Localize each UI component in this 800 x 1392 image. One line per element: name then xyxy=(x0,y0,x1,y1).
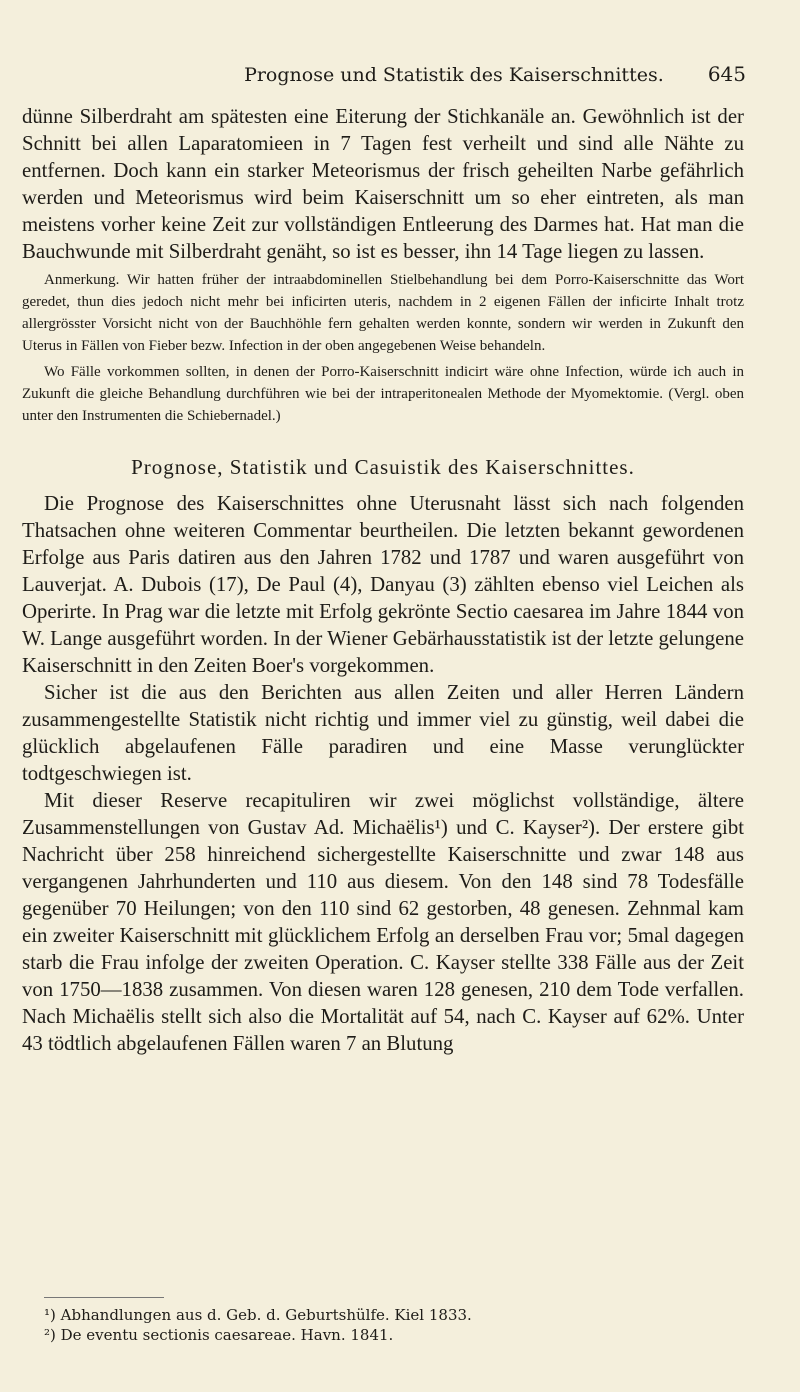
paragraph-1: dünne Silberdraht am spätesten eine Eiterung der Stichkanäle an. Gewöhnlich ist der Schnitt bei allen Laparatomieen in 7 Tagen fest verheilt und sind alle Nähte zu entfernen. Doch kann ein starker Meteorismus der frisch geheilten Narbe gefährlich werden und Meteorismus wird beim Kaiserschnitt um so eher eintreten, als man meistens vorher keine Zeit zur vollständigen Entleerung des Darmes hat. Hat man die Bauchwunde mit Silberdraht genäht, so ist es besser, ihn 14 Tage liegen zu lassen. xyxy=(22,105,744,263)
running-title: Prognose und Statistik des Kaiserschnittes. xyxy=(244,64,664,86)
footnote-rule xyxy=(44,1297,164,1298)
note-continuation: Wo Fälle vorkommen sollten, in denen der Porro-Kaiserschnitt indicirt wäre ohne Infection, würde ich auch in Zukunft die gleiche Behandlung durchführen wie bei der intraperitonealen Methode der Myomektomie. (Vergl. oben unter den Instrumenten die Schiebernadel.) xyxy=(22,364,744,424)
note-anmerkung: Anmerkung. Wir hatten früher der intraabdominellen Stielbehandlung bei dem Porro-Kaiserschnitte das Wort geredet, thun dies jedoch nicht mehr bei inficirten uteris, nachdem in 2 eigenen Fällen der inficirte Inhalt trotz allergrösster Vorsicht nicht von der Bauchhöhle fern gehalten werden konnte, sondern wir werden in Zukunft den Uterus in Fällen von Fieber bezw. Infection in der oben angegebenen Weise behandeln. xyxy=(22,272,744,354)
footnotes xyxy=(44,1305,744,1345)
paragraph-3: Sicher ist die aus den Berichten aus allen Zeiten und aller Herren Ländern zusammengestellte Statistik nicht richtig und immer viel zu günstig, weil dabei die glücklich abgelaufenen Fälle paradiren und eine Masse verunglückter todtgeschwiegen ist. xyxy=(22,681,744,785)
section-heading: Prognose, Statistik und Casuistik des Kaiserschnittes. xyxy=(131,455,635,479)
paragraph-4: Mit dieser Reserve recapituliren wir zwei möglichst vollständige, ältere Zusammenstellungen von Gustav Ad. Michaëlis¹) und C. Kayser²). Der erstere gibt Nachricht über 258 hinreichend sichergestellte Kaiserschnitte und zwar 148 aus vergangenen Jahrhunderten und 110 aus diesem. Von den 148 sind 78 Todesfälle gegenüber 70 Heilungen; von den 110 sind 62 gestorben, 48 genesen. Zehnmal kam ein zweiter Kaiserschnitt mit glücklichem Erfolg an derselben Frau vor; 5mal dagegen starb die Frau infolge der zweiten Operation. C. Kayser stellte 338 Fälle aus der Zeit von 1750—1838 zusammen. Von diesen waren 128 genesen, 210 dem Tode verfallen. Nach Michaëlis stellt sich also die Mortalität auf 54, nach C. Kayser auf 62%. Unter 43 tödtlich abgelaufenen Fällen waren 7 an Blutung xyxy=(22,789,744,1055)
page-number: 645 xyxy=(707,62,746,86)
footnote-1: ¹) Abhandlungen aus d. Geb. d. Geburtshülfe. Kiel 1833. xyxy=(44,1306,472,1324)
paragraph-2: Die Prognose des Kaiserschnittes ohne Uterusnaht lässt sich nach folgenden Thatsachen ohne weiteren Commentar beurtheilen. Die letzten bekannt gewordenen Erfolge aus Paris datiren aus den Jahren 1782 und 1787 und waren ausgeführt von Lauverjat. A. Dubois (17), De Paul (4), Danyau (3) zählten ebenso viel Leichen als Operirte. In Prag war die letzte mit Erfolg gekrönte Sectio caesarea im Jahre 1844 von W. Lange ausgeführt worden. In der Wiener Gebärhausstatistik ist der letzte gelungene Kaiserschnitt in den Zeiten Boer's vorgekommen. xyxy=(22,492,744,677)
footnote-2: ²) De eventu sectionis caesareae. Havn. 1841. xyxy=(44,1326,394,1344)
page-body xyxy=(22,103,744,1057)
running-header xyxy=(200,62,746,86)
